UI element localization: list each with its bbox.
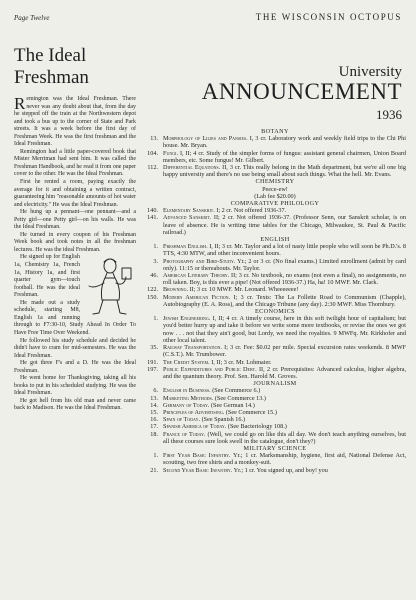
- course-number: 191.: [147, 358, 158, 366]
- course-title: Freshman English.: [163, 243, 208, 251]
- course-title: The Credit System.: [163, 358, 210, 366]
- story-paragraph: He made out a study schedule, starting M8, English 1a and running through to F7:30-10, Study Ahead In Order To Have Free Time Over Weekend.: [14, 299, 136, 336]
- section-heading: BOTANY: [261, 128, 289, 135]
- course-text: (See Commerce 6.): [210, 387, 261, 395]
- course-entry: [144, 452, 406, 466]
- course-entry: [144, 387, 406, 394]
- course-title: Advanced Sanskrit.: [163, 214, 212, 222]
- course-description: [163, 294, 406, 308]
- course-text: I, II; 4 cr. A timely course, here in this soft twilight hour of capitalism; but you'd better hurry up and take it before we write some more textbooks, or revise the ones we got now . . . not that they ain't good, but Lordy, we need the royalties. 9 MWFq. Mr. Kirkhofer and other local talent.: [163, 315, 407, 344]
- course-entry: [144, 431, 406, 445]
- course-title: Spanish America of Today.: [163, 423, 227, 431]
- course-entry: [144, 416, 406, 423]
- course-number: 112.: [147, 164, 158, 172]
- course-title: Elementary Sanskrit.: [163, 207, 215, 215]
- story-paragraph: He signed up for English 1a, Chemistry 1a, French 1a, History 1a, and first quarter gym—touch football. He was the ideal Freshman.: [14, 254, 136, 299]
- course-description: [163, 150, 406, 164]
- story-paragraph: First he rented a room, paying exactly the average for it and obtaining a written contract, guaranteeing him "reasonable amounts of hot water and electricity." He was the Ideal Freshman.: [14, 179, 136, 208]
- course-description: [163, 452, 406, 466]
- course-number: 46.: [150, 272, 158, 280]
- story-title: [14, 45, 89, 89]
- story-title-line-1: The Ideal: [14, 45, 87, 66]
- course-text: I, II; 3 cr. Mr. Taylor and a lot of nasty little people who will soon be Ph.D.'s. 8 TTS, 4:30 MTW, and other inconvenient hours.: [163, 243, 406, 258]
- course-text: II; 2 cr. Not offered 1936-37. (Professor Senn, our Sanskrit scholar, is on leave of absence. He is writing time tables for the Chicago, Milwaukee, St. Paul & Pacific railroad.): [163, 214, 406, 236]
- section-heading: ECONOMICS: [254, 308, 296, 316]
- course-description: [163, 135, 406, 149]
- course-text: II; 3 cr. No textbook, no exams (not even a final), no assignments, no roll taken. Boy, is this ever a pipe! (Not offered 1936-37.) Ha, ha! 10 MWF. Mr. Clark.: [163, 272, 406, 287]
- course-text: Yr.; 1 cr. You signed up, and boy! you: [232, 466, 328, 474]
- course-text: I; 3 cr. Fee: $0.02 per mile. Special excursion rates weekends. 8 MWF (C.S.T.). Mr. Trumbower.: [163, 344, 406, 359]
- course-description: [163, 416, 406, 423]
- course-number: 14.: [150, 401, 158, 409]
- page-number: Page Twelve: [14, 14, 50, 22]
- course-entry: [144, 294, 406, 308]
- section-heading: COMPARATIVE PHILOLOGY: [230, 200, 320, 208]
- course-description: [163, 344, 406, 358]
- course-text: (Well, we could go on like this all day. We don't teach anything ourselves, but all these courses sure look swell in the catalogue, don't they?): [163, 430, 407, 445]
- course-number: 35.: [150, 344, 158, 352]
- section-note: (Lab fee $20.00): [254, 192, 296, 200]
- course-text: I, II; 3 cr. Mr. Lohmaier.: [209, 358, 272, 366]
- course-text: (See Commerce 13.): [213, 394, 266, 402]
- course-entry: [144, 258, 406, 272]
- story-paragraph: He went home for Thanksgiving, taking all his books to put in his scheduled studying. He was the Ideal Freshman.: [14, 375, 136, 397]
- course-text: Yr.; 1 cr. Marksmanship, hygiene, first aid, National Defense Act, scouting, two free shirts and a monkey-suit.: [163, 452, 406, 467]
- course-title: Railway Transportation.: [163, 344, 222, 352]
- course-description: [163, 387, 406, 394]
- course-entry: [144, 315, 406, 344]
- course-description: [163, 272, 406, 286]
- course-number: 17.: [150, 423, 158, 431]
- course-entry: [144, 164, 406, 178]
- drop-cap: R: [14, 94, 26, 113]
- course-description: [163, 243, 406, 257]
- course-number: 150.: [147, 293, 158, 301]
- course-number: 18.: [150, 430, 158, 438]
- course-text: II, 2 cr. Prerequisites: Advanced calculus, higher algebra, and the quantum theory. Prof. Sen. Harold M. Groves.: [163, 365, 407, 380]
- course-description: [163, 423, 406, 430]
- course-text: I; 3 cr. Texts: The La Follette Road to Communism (Chapple), Autobiography (E. A. Ross), and the Chicago Tribune (any day). 2:30 MWF. Miss Thornbury.: [163, 293, 406, 308]
- course-entry: [144, 344, 406, 358]
- course-number: 1.: [153, 243, 158, 251]
- course-description: [163, 286, 406, 293]
- course-number: 197.: [147, 365, 158, 373]
- course-number: 140.: [147, 207, 158, 215]
- announcement-year: 1936: [376, 107, 402, 122]
- course-description: [163, 467, 406, 474]
- course-description: [163, 258, 406, 272]
- course-number: 13.: [150, 394, 158, 402]
- course-entry: [144, 423, 406, 430]
- course-entry: [144, 366, 406, 380]
- course-description: [163, 431, 406, 445]
- course-title: American Literary Theory.: [163, 272, 230, 280]
- course-title: Morphology of Lilies and Pansies.: [163, 135, 248, 143]
- story-paragraph: He turned in every coupon of his Freshman Week book and took notes in all the freshman lectures. He was the ideal Freshman.: [14, 231, 136, 253]
- course-text: (See Bacteriology 108.): [226, 423, 287, 431]
- course-title: Public Expenditures and Public Debt.: [163, 365, 257, 373]
- course-description: [163, 315, 406, 344]
- course-number: 13.: [150, 135, 158, 143]
- announcement-heading: ANNOUNCEMENT: [201, 79, 402, 104]
- course-entry: [144, 359, 406, 366]
- story-paragraph: He followed his study schedule and decided he didn't have to cram for mid-semesters. He was the Ideal Freshman.: [14, 337, 136, 359]
- course-text: (See Spanish 16.): [200, 416, 246, 424]
- course-entry: [144, 135, 406, 149]
- announcement-line-1: University: [338, 64, 402, 80]
- course-description: [163, 366, 406, 380]
- course-text: I, II; 4 cr. Study of the simpler forms of fungus: assistant general chairmen, Union Board members, etc. Some fungus! Mr. Gilbert.: [163, 149, 406, 164]
- story-paragraph: He got three F's and a D. He was the Ideal Freshman.: [14, 360, 136, 374]
- story-paragraph: Remington had a little paper-covered book that Mister Merriman had sent him. It was called the Freshman Handbook, and he read it from one paper cover to the other. He was the Ideal Freshman.: [14, 148, 136, 178]
- course-number: 21.: [150, 466, 158, 474]
- course-entry: [144, 214, 406, 236]
- story-paragraph: Remington was the Ideal Freshman. There never was any doubt about that, from the day he stepped off the train at the Northwestern depot and took a bus up to the corner of State and Park streets. It was a week before the first day of Freshman Week. He was the first freshman and the Ideal Freshman.: [14, 94, 136, 148]
- section-heading: CHEMISTRY: [255, 178, 295, 186]
- course-entry: [144, 395, 406, 402]
- course-number: 3.: [153, 257, 158, 265]
- course-description: [163, 409, 406, 416]
- course-description: [163, 395, 406, 402]
- course-title: Browning.: [163, 286, 189, 294]
- course-entry: [144, 409, 406, 416]
- course-entry: [144, 207, 406, 214]
- course-title: Germany of Today.: [163, 401, 210, 409]
- course-number: 122.: [147, 286, 158, 294]
- course-text: (See German 14.): [209, 401, 255, 409]
- course-text: II; 3 cr. 10 MWF. Mr. Leonard. Wheeeeeee!: [188, 286, 299, 294]
- course-number: 141.: [147, 214, 158, 222]
- course-description: [163, 207, 406, 214]
- course-entry: [144, 286, 406, 293]
- course-entry: [144, 150, 406, 164]
- course-title: Spain of Today.: [163, 416, 201, 424]
- story-paragraph: He got hell from his old man and never came back to Madison. He was the Ideal Freshman.: [14, 397, 136, 412]
- course-title: First Year Basic Infantry.: [163, 452, 231, 460]
- course-text: Yr.; 2 or 3 cr. (No final exams.) Limited enrollment (admit by card only). 11:15 or thereabouts. Mr. Taylor.: [163, 257, 406, 272]
- story-body: [14, 96, 136, 413]
- course-description: [163, 214, 406, 236]
- course-description: [163, 359, 406, 366]
- course-text: (See Commerce 15.): [224, 408, 277, 416]
- freshman-cartoon-illustration: [82, 256, 136, 316]
- section-heading: MILITARY SCIENCE: [243, 444, 307, 452]
- course-number: 104.: [147, 149, 158, 157]
- course-description: [163, 164, 406, 178]
- magazine-title: THE WISCONSIN OCTOPUS: [255, 12, 402, 22]
- course-number: 6.: [153, 387, 158, 395]
- course-number: 15.: [150, 408, 158, 416]
- course-number: 1.: [153, 315, 158, 323]
- course-number: 16.: [150, 416, 158, 424]
- section-heading: JOURNALISM: [253, 380, 297, 388]
- course-title: France of Today.: [163, 430, 206, 438]
- course-title: Principles of Advertising.: [163, 408, 225, 416]
- course-title: Differential Equations.: [163, 164, 221, 172]
- course-catalog: [144, 128, 406, 474]
- course-text: I; 2 cr. Not offered 1936-37.: [214, 207, 287, 215]
- section-heading: ENGLISH: [260, 236, 290, 244]
- course-entry: [144, 243, 406, 257]
- course-title: English in Business.: [163, 387, 211, 395]
- course-title: Jewish Engineering.: [163, 315, 211, 323]
- section-note: Peece-ew!: [262, 185, 288, 193]
- course-entry: [144, 272, 406, 286]
- course-entry: [144, 402, 406, 409]
- course-title: Fungi.: [163, 149, 178, 157]
- course-description: [163, 402, 406, 409]
- course-number: 1.: [153, 452, 158, 460]
- course-title: Marketing Methods.: [163, 394, 214, 402]
- course-title: Photography and Bird-Study.: [163, 257, 236, 265]
- course-title: Second Year Basic Infantry.: [163, 466, 233, 474]
- course-entry: [144, 467, 406, 474]
- story-paragraph: He hung up a pennant—one pennant—and a Petty girl—one Petty girl—on his walls. He was the Ideal Freshman.: [14, 209, 136, 231]
- course-text: I, 3 cr. Laboratory work and weekly field trips to the Chi Phi house. Mr. Bryan.: [163, 135, 406, 150]
- course-title: Modern American Fiction.: [163, 293, 231, 301]
- course-text: II, 3 cr. This really belong in the Math department, but we're all one big happy university and there's no use being small about such things. What the hell. Mr. Evans.: [163, 164, 406, 179]
- story-title-line-2: Freshman: [14, 67, 89, 88]
